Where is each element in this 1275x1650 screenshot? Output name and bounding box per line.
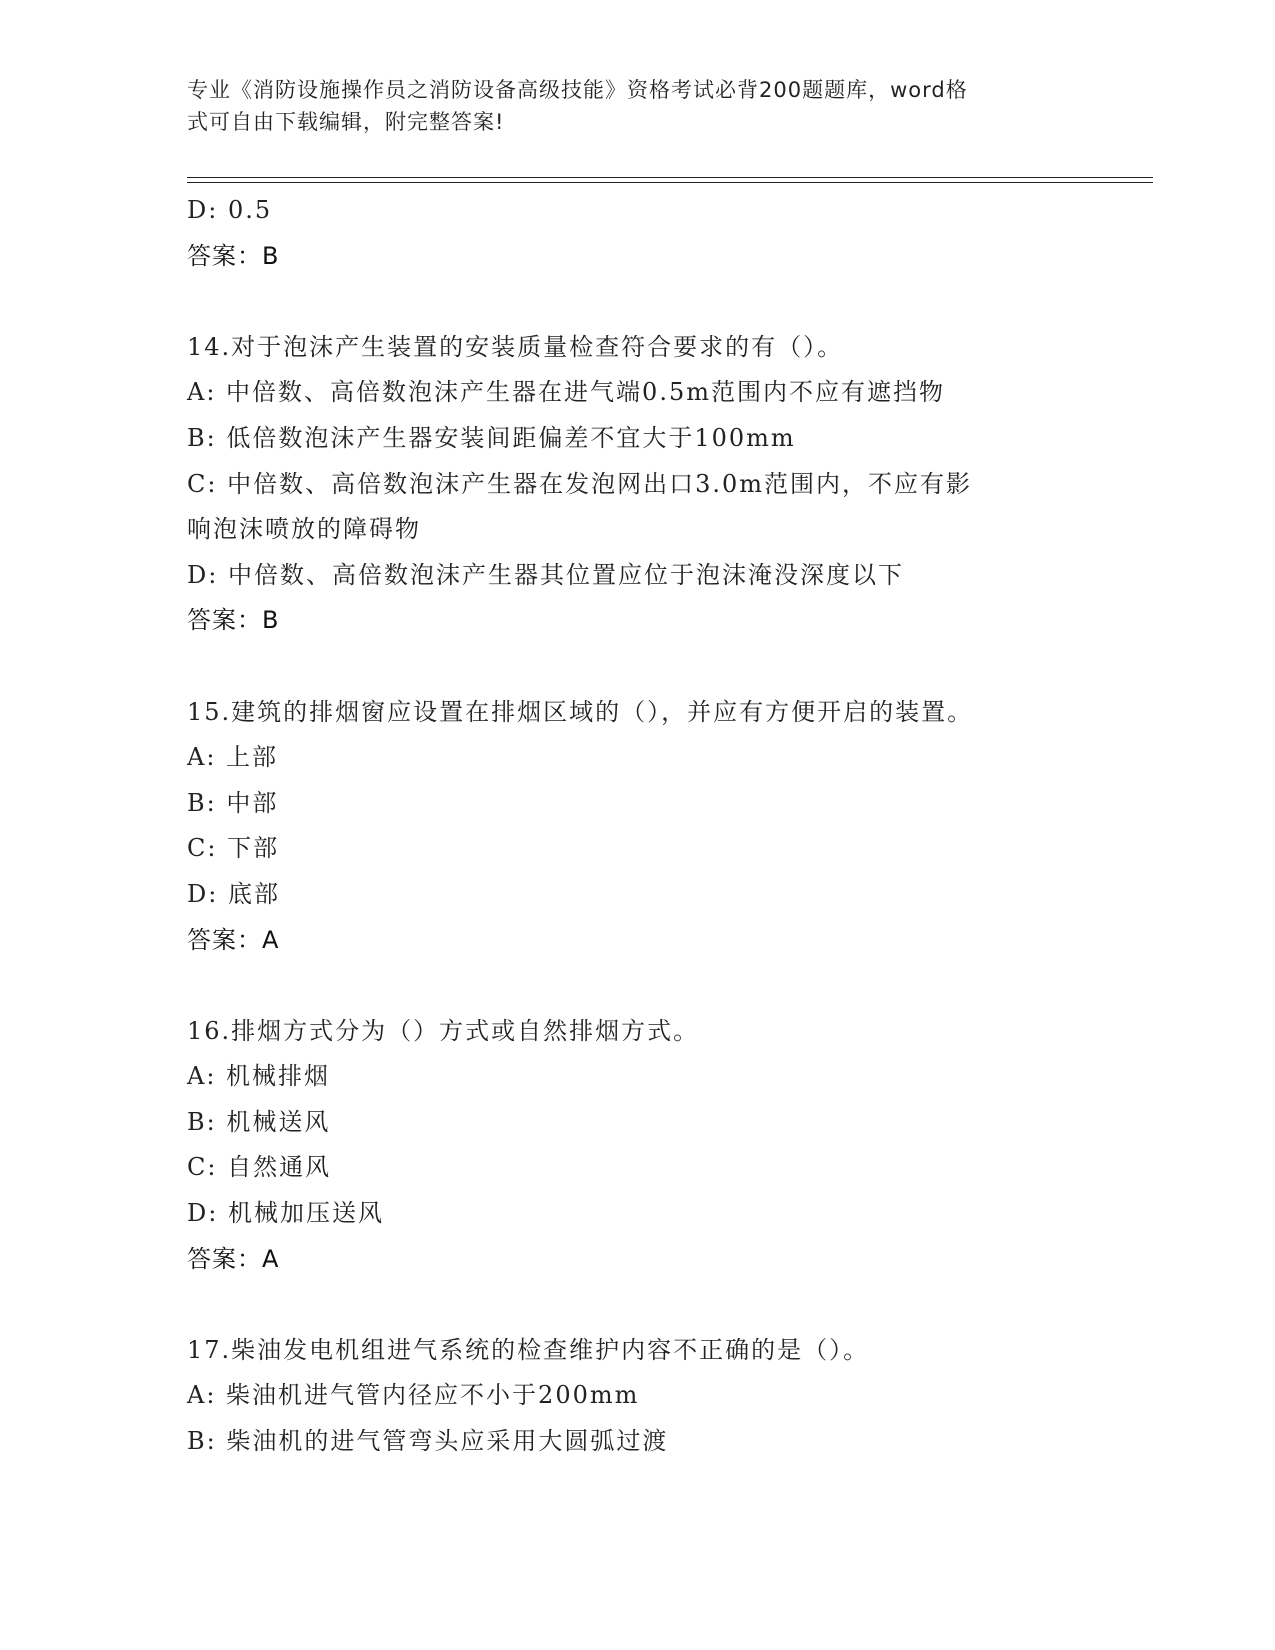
q13-answer: 答案：B <box>187 241 280 270</box>
q16-option-b: B: 机械送风 <box>187 1107 331 1136</box>
question-13 <box>187 188 1153 279</box>
q15-option-d: D: 底部 <box>187 879 280 908</box>
header-line-1: 专业《消防设施操作员之消防设备高级技能》资格考试必背200题题库，word格 <box>187 78 968 102</box>
q14-option-c-line-1: C: 中倍数、高倍数泡沫产生器在发泡网出口3.0m范围内，不应有影 <box>187 469 973 498</box>
q15-option-a: A: 上部 <box>187 743 279 772</box>
question-list <box>187 188 1153 1465</box>
q13-option-d: D: 0.5 <box>187 196 273 224</box>
header-rule-top <box>187 177 1153 178</box>
q17-question: 17.柴油发电机组进气系统的检查维护内容不正确的是（）。 <box>187 1335 870 1364</box>
q16-question: 16.排烟方式分为（）方式或自然排烟方式。 <box>187 1016 700 1045</box>
q15-option-c: C: 下部 <box>187 834 280 863</box>
spacer <box>187 1282 1153 1328</box>
q15-option-b: B: 中部 <box>187 788 279 817</box>
spacer <box>187 963 1153 1009</box>
question-14 <box>187 325 1153 644</box>
document-header <box>187 74 1067 138</box>
header-line-2: 式可自由下载编辑，附完整答案! <box>187 110 505 134</box>
q16-option-d: D: 机械加压送风 <box>187 1199 384 1228</box>
q17-option-b: B: 柴油机的进气管弯头应采用大圆弧过渡 <box>187 1427 669 1456</box>
question-17 <box>187 1328 1153 1465</box>
spacer <box>187 279 1153 325</box>
header-rule-bottom <box>187 182 1153 183</box>
q14-option-d: D: 中倍数、高倍数泡沫产生器其位置应位于泡沫淹没深度以下 <box>187 560 904 589</box>
q16-option-a: A: 机械排烟 <box>187 1062 331 1091</box>
q15-answer: 答案：A <box>187 925 280 954</box>
spacer <box>187 644 1153 690</box>
q14-option-a: A: 中倍数、高倍数泡沫产生器在进气端0.5m范围内不应有遮挡物 <box>187 378 945 407</box>
q14-option-b: B: 低倍数泡沫产生器安装间距偏差不宜大于100mm <box>187 423 796 452</box>
q15-question: 15.建筑的排烟窗应设置在排烟区域的（），并应有方便开启的装置。 <box>187 697 974 726</box>
question-15 <box>187 690 1153 964</box>
q14-question: 14.对于泡沫产生装置的安装质量检查符合要求的有（）。 <box>187 332 844 361</box>
q17-option-a: A: 柴油机进气管内径应不小于200mm <box>187 1381 640 1410</box>
q16-option-c: C: 自然通风 <box>187 1153 332 1182</box>
q14-answer: 答案：B <box>187 606 280 635</box>
question-16 <box>187 1009 1153 1283</box>
q14-option-c-line-2: 响泡沫喷放的障碍物 <box>187 515 421 544</box>
q16-answer: 答案：A <box>187 1244 280 1273</box>
